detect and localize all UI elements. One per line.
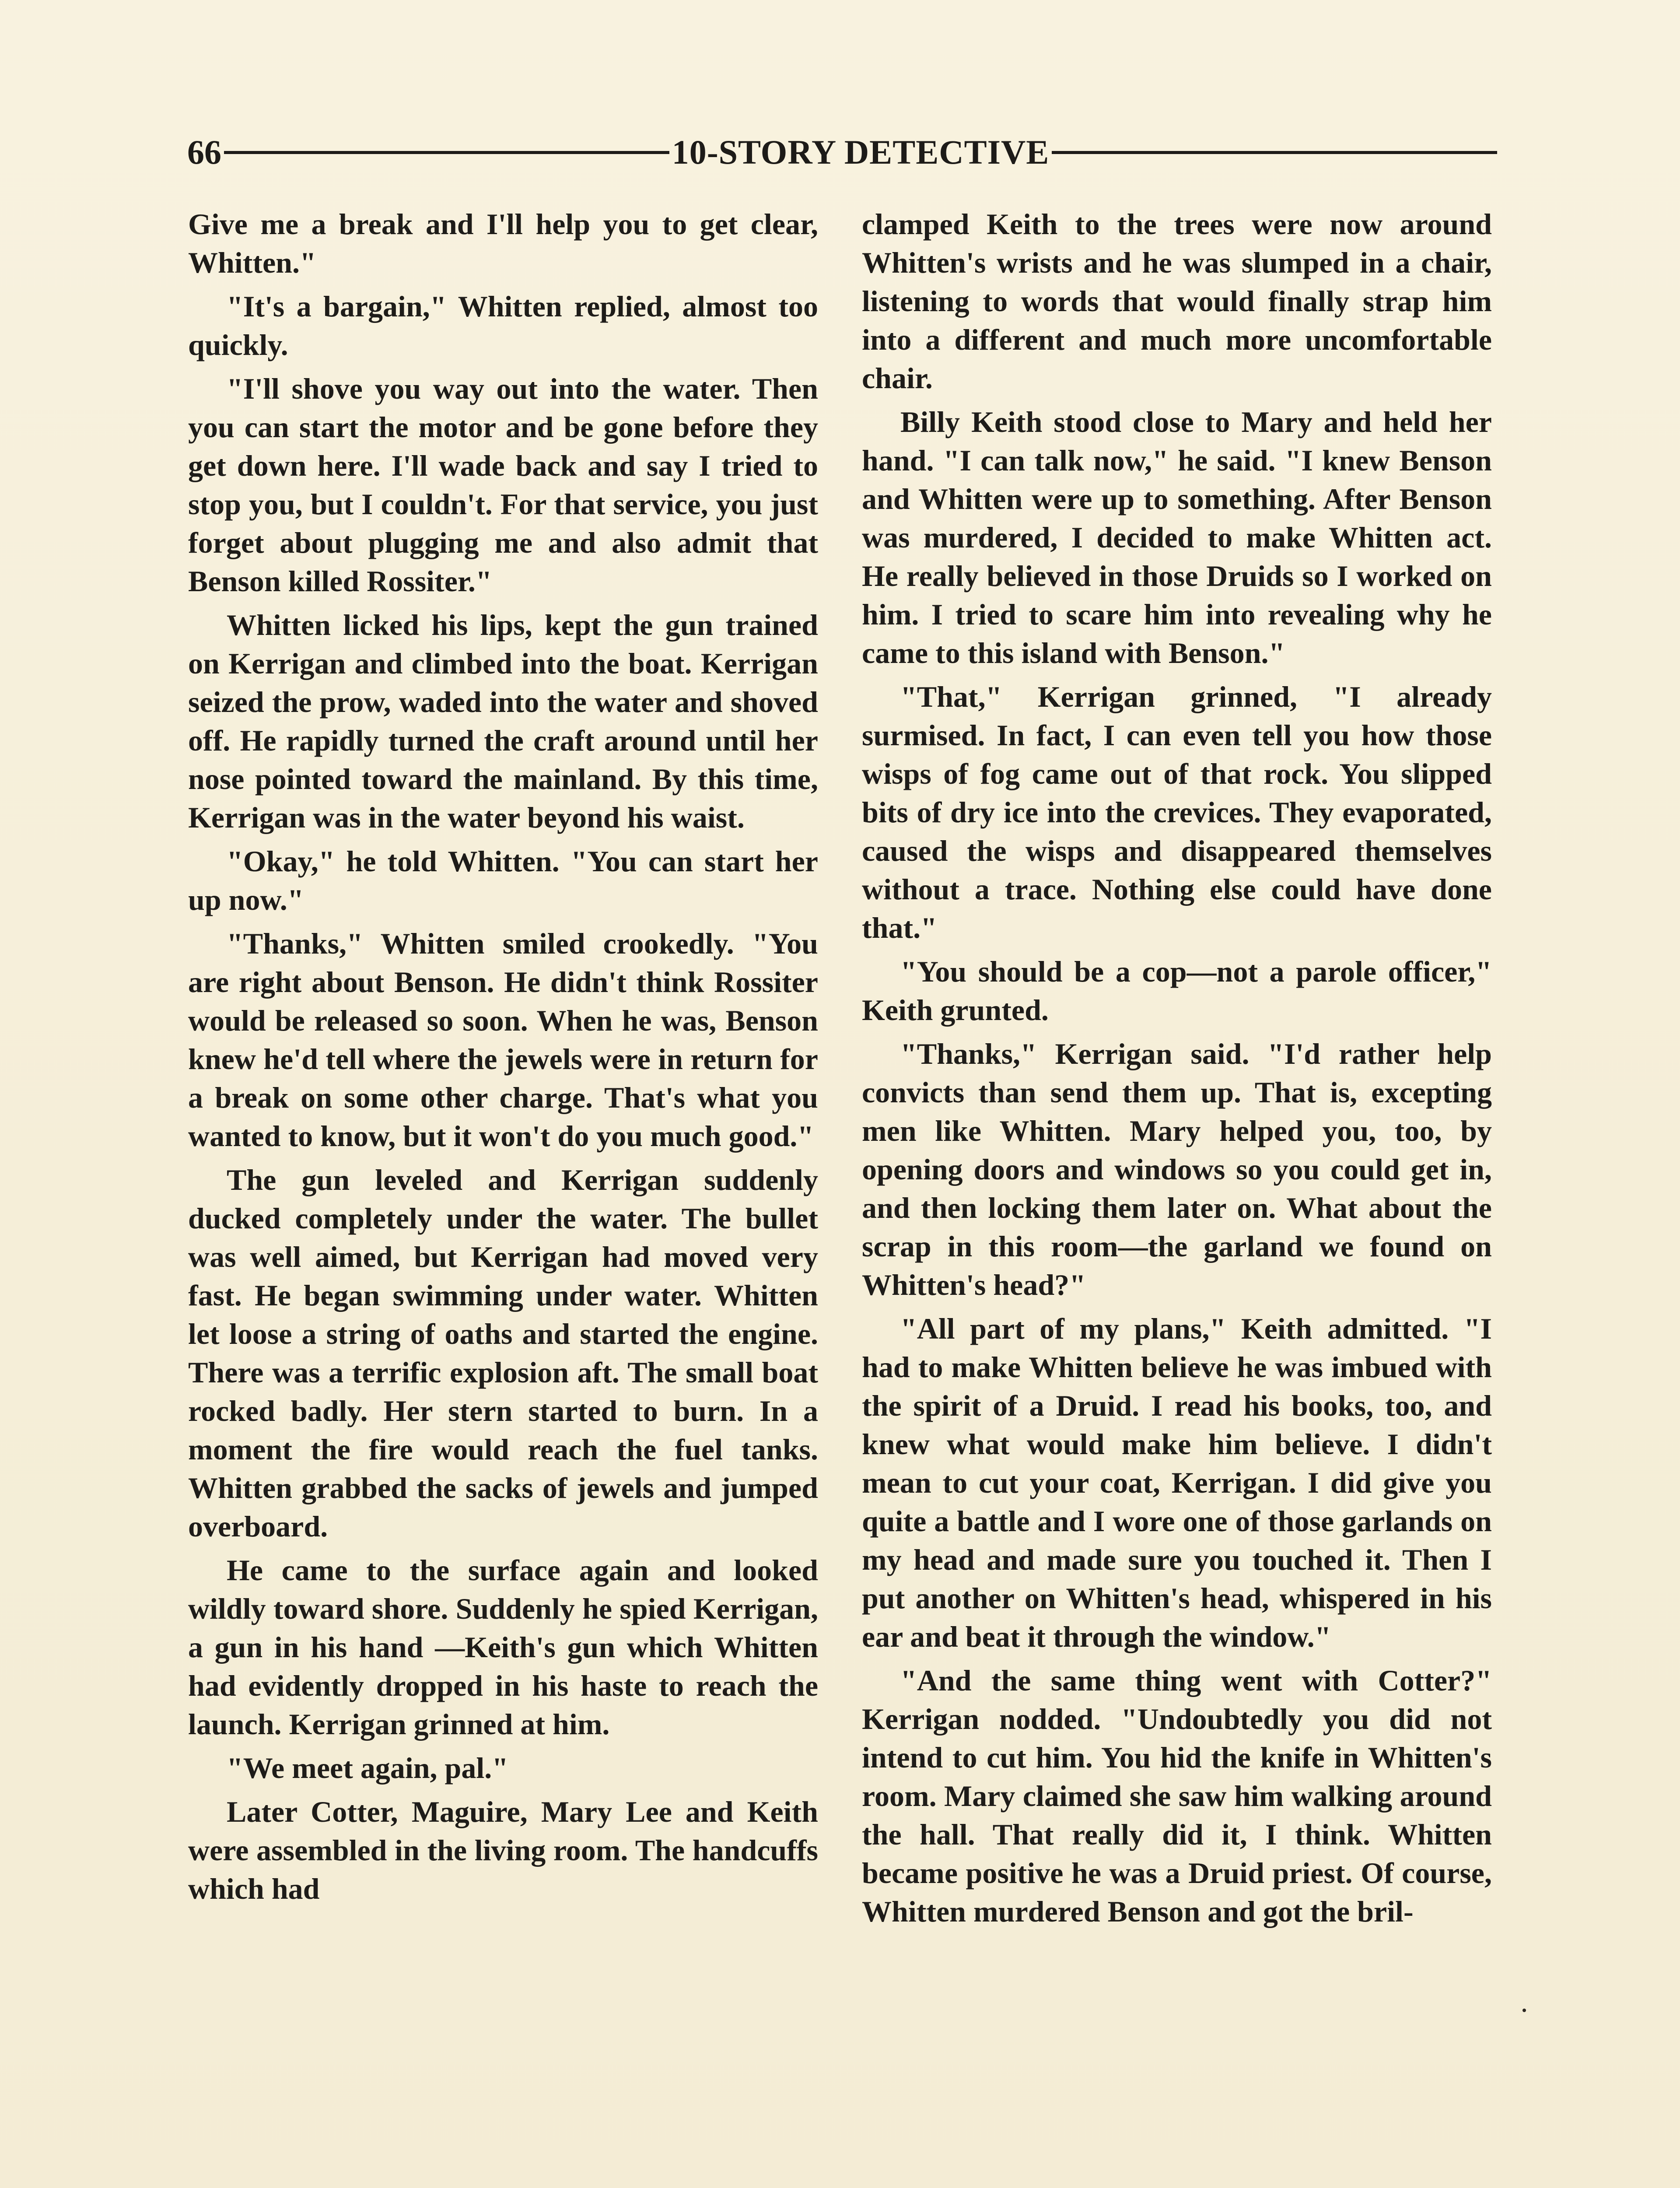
paragraph: "Thanks," Kerrigan said. "I'd rather help convicts than send them up. That is, excepting men like Whitten. Mary helped you, too, by opening doors and windows so you could get in, and then locking them later on. What about the scrap in this room—the garland we found on Whitten's head?" bbox=[862, 1037, 1492, 1301]
running-header bbox=[187, 130, 1500, 174]
magazine-title: 10-STORY DETECTIVE bbox=[672, 133, 1050, 171]
page-number: 66 bbox=[187, 133, 221, 171]
paragraph: He came to the surface again and looked wildly toward shore. Suddenly he spied Kerrigan, a gun in his hand —Keith's gun which Whitten had evidently dropped in his haste to reach the launch. Kerrigan grinned at him. bbox=[188, 1553, 818, 1741]
left-text-column bbox=[188, 205, 818, 1913]
print-speck bbox=[1522, 2009, 1526, 2012]
header-rule-left bbox=[224, 151, 669, 154]
paragraph: "We meet again, pal." bbox=[227, 1751, 509, 1785]
paragraph: "And the same thing went with Cotter?" Kerrigan nodded. "Undoubtedly you did not intend to cut him. You hid the knife in Whitten's room. Mary claimed she saw him walking around the hall. That really did it, I think. Whitten became positive he was a Druid priest. Of course, Whitten murdered Benson and got the bril- bbox=[862, 1664, 1492, 1928]
header-rule-right bbox=[1052, 151, 1497, 154]
right-text-column bbox=[862, 205, 1492, 1936]
paragraph: "Okay," he told Whitten. "You can start her up now." bbox=[188, 845, 818, 916]
paragraph: Later Cotter, Maguire, Mary Lee and Keith were assembled in the living room. The handcuffs which had bbox=[188, 1795, 818, 1905]
paragraph: The gun leveled and Kerrigan suddenly ducked completely under the water. The bullet was well aimed, but Kerrigan had moved very fast. He began swimming under water. Whitten let loose a string of oaths and started the engine. There was a terrific explosion aft. The small boat rocked badly. Her stern started to burn. In a moment the fire would reach the fuel tanks. Whitten grabbed the sacks of jewels and jumped overboard. bbox=[188, 1163, 818, 1543]
paragraph: "I'll shove you way out into the water. Then you can start the motor and be gone before they get down here. I'll wade back and say I tried to stop you, but I couldn't. For that service, you just forget about plugging me and also admit that Benson killed Rossiter." bbox=[188, 372, 818, 598]
paragraph: "That," Kerrigan grinned, "I already surmised. In fact, I can even tell you how those wisps of fog came out of that rock. You slipped bits of dry ice into the crevices. They evaporated, caused the wisps and disappeared themselves without a trace. Nothing else could have done that." bbox=[862, 680, 1492, 944]
paragraph: "You should be a cop—not a parole officer," Keith grunted. bbox=[862, 955, 1492, 1027]
paragraph: Give me a break and I'll help you to get clear, Whitten." bbox=[188, 207, 818, 279]
paragraph: clamped Keith to the trees were now around Whitten's wrists and he was slumped in a chair, listening to words that would finally strap him into a different and much more uncomfortable chair. bbox=[862, 207, 1492, 395]
paragraph: "All part of my plans," Keith admitted. "I had to make Whitten believe he was imbued with the spirit of a Druid. I read his books, too, and knew what would make him believe. I didn't mean to cut your coat, Kerrigan. I did give you quite a battle and I wore one of those garlands on my head and made sure you touched it. Then I put another on Whitten's head, whispered in his ear and beat it through the window." bbox=[862, 1312, 1492, 1653]
paragraph: Billy Keith stood close to Mary and held her hand. "I can talk now," he said. "I knew Benson and Whitten were up to something. After Benson was murdered, I decided to make Whitten act. He really believed in those Druids so I worked on him. I tried to scare him into revealing why he came to this island with Benson." bbox=[862, 405, 1492, 670]
paragraph: "Thanks," Whitten smiled crookedly. "You are right about Benson. He didn't think Rossiter would be released so soon. When he was, Benson knew he'd tell where the jewels were in return for a break on some other charge. That's what you wanted to know, but it won't do you much good." bbox=[188, 927, 818, 1153]
paragraph: "It's a bargain," Whitten replied, almost too quickly. bbox=[188, 290, 818, 361]
paragraph: Whitten licked his lips, kept the gun trained on Kerrigan and climbed into the boat. Kerrigan seized the prow, waded into the water and shoved off. He rapidly turned the craft around until her nose pointed toward the mainland. By this time, Kerrigan was in the water beyond his waist. bbox=[188, 608, 818, 834]
